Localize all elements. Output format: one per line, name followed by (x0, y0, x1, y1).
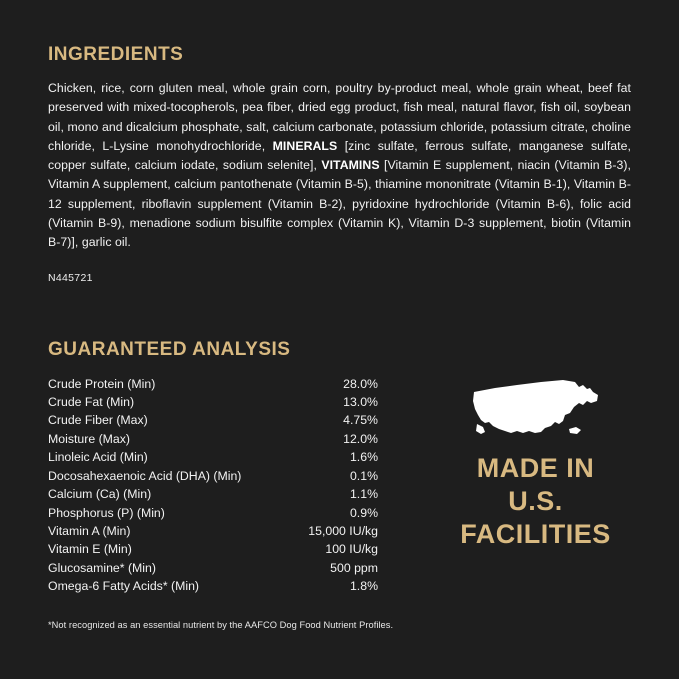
nutrient-name: Moisture (Max) (48, 431, 130, 446)
nutrient-name: Docosahexaenoic Acid (DHA) (Min) (48, 468, 242, 483)
nutrient-value: 12.0% (343, 431, 378, 446)
nutrient-value: 4.75% (343, 413, 378, 428)
nutrient-value: 0.9% (349, 505, 378, 520)
guaranteed-analysis-heading: GUARANTEED ANALYSIS (48, 338, 291, 360)
nutrient-name: Crude Fat (Min) (48, 395, 135, 410)
nutrient-value: 15,000 IU/kg (308, 523, 378, 538)
ingredients-text-part1: Chicken, rice, corn gluten meal, whole grain corn, poultry by-product meal, whole grain wheat, beef fat preserved with mixed-tocopherols, pea fiber, dried egg product, fish meal, natural flavor, fish oil, soybean oil, mono and dicalcium phosphate, salt, calcium carbonate, potassium chloride, potassium citrate, choline chloride, L-Lysine monohydrochloride, (48, 81, 631, 153)
made-in-text (460, 452, 611, 551)
nutrient-name: Omega-6 Fatty Acids* (Min) (48, 579, 200, 594)
table-row (48, 448, 378, 466)
nutrient-name: Phosphorus (P) (Min) (48, 505, 165, 520)
nutrient-value: 1.1% (349, 487, 378, 502)
usa-map-icon (471, 379, 601, 441)
made-in-usa-badge (453, 379, 618, 551)
made-in-line1: MADE IN (476, 452, 595, 483)
minerals-label: MINERALS (272, 138, 338, 153)
nutrient-value: 0.1% (349, 468, 378, 483)
made-in-line3: FACILITIES (460, 518, 611, 549)
nutrient-name: Glucosamine* (Min) (48, 560, 156, 575)
table-row (48, 411, 378, 429)
ingredients-text-part2: [zinc sulfate, ferrous sulfate, manganese sulfate, copper sulfate, calcium iodate, sodium selenite], (48, 138, 631, 173)
ingredients-text (48, 79, 631, 253)
nutrient-name: Crude Fiber (Max) (48, 413, 148, 428)
nutrient-name: Crude Protein (Min) (48, 376, 156, 391)
nutrient-value: 500 ppm (330, 560, 378, 575)
nutrient-value: 13.0% (343, 395, 378, 410)
nutrient-value: 100 IU/kg (325, 542, 378, 557)
table-row (48, 430, 378, 448)
analysis-section (48, 375, 631, 596)
nutrient-name: Calcium (Ca) (Min) (48, 487, 152, 502)
lot-code: N445721 (48, 271, 93, 284)
nutrient-value: 1.6% (349, 450, 378, 465)
table-row (48, 485, 378, 503)
nutrient-value: 1.8% (349, 579, 378, 594)
made-in-line2: U.S. (508, 485, 563, 516)
table-row (48, 540, 378, 558)
table-row (48, 559, 378, 577)
nutrient-name: Linoleic Acid (Min) (48, 450, 148, 465)
table-row (48, 375, 378, 393)
vitamins-label: VITAMINS (321, 158, 380, 173)
ingredients-heading: INGREDIENTS (48, 44, 184, 65)
nutrient-name: Vitamin E (Min) (48, 542, 132, 557)
nutrient-name: Vitamin A (Min) (48, 523, 131, 538)
table-row (48, 577, 378, 595)
guaranteed-analysis-table (48, 375, 378, 596)
nutrient-value: 28.0% (343, 376, 378, 391)
table-row (48, 504, 378, 522)
table-row (48, 467, 378, 485)
table-row (48, 522, 378, 540)
ingredients-text-part3: [Vitamin E supplement, niacin (Vitamin B-3), Vitamin A supplement, calcium pantothenate (Vitamin B-5), thiamine mononitrate (Vitamin B-1), Vitamin B-12 supplement, riboflavin supplement (Vitamin B-2), pyridoxine hydrochloride (Vitamin B-6), folic acid (Vitamin B-9), menadione sodium bisulfite complex (Vitamin K), Vitamin D-3 supplement, biotin (Vitamin B-7)], garlic oil. (48, 158, 631, 250)
footnote-text: *Not recognized as an essential nutrient by the AAFCO Dog Food Nutrient Profiles. (48, 620, 394, 630)
table-row (48, 393, 378, 411)
